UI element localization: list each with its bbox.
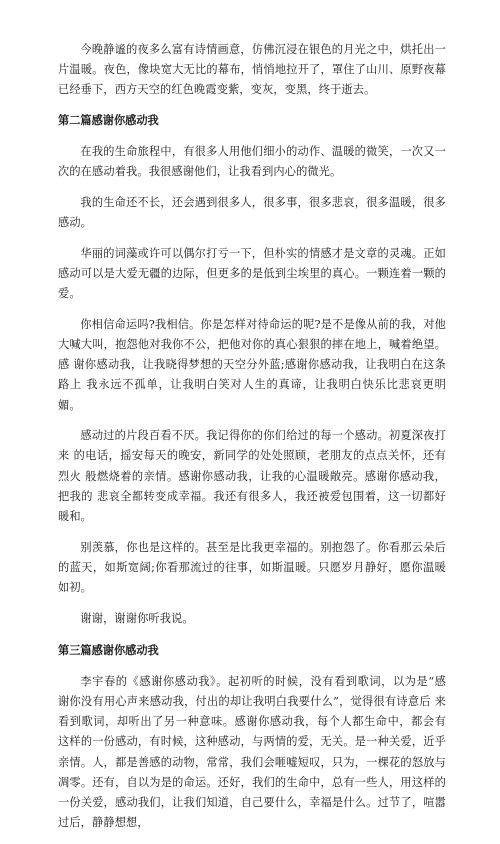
section-3-paragraph: 李宇春的《感谢你感动我》。起初听的时候，没有看到歌词，以为是“感 谢你没有用心声来感动我，付出的却让我明白我要什么”，觉得很有诗意后 来看到歌词，却听出了另一种意味。感谢你感动我，每个人都生命中，都会有 这样的一份感动，有时候，这种感动，与两情的爱，无关。是一种关爱，近乎 亲情。人，都是善感的动物，常常，我们会咂嘘短叹，只为，一棵花的怒放与 凋零。还有，自以为是的命运。还好，我们的生命中，总有一些人，用这样的 一份关爱，感动我们，让我们知道，自己要什么，幸福是什么。过节了，喧嚣过后，静静想想， (58, 674, 446, 830)
section-2-paragraph: 感动过的片段百看不厌。我记得你的你们给过的每一个感动。初夏深夜打来 的电话，摇安每天的晚安，新同学的处处照顾，老朋友的点点关怀，还有烈火 般燃烧着的亲情。感谢你感动我，让我的心温暖敞亮。感谢你感动我，把我的 悲哀全都转变成幸福。我还有很多人，我还被爱包围着，这一切都好暖和。 (58, 429, 446, 524)
section-2-paragraph: 我的生命还不长，还会遇到很多人，很多事，很多悲哀，很多温暖，很多 感动。 (58, 195, 446, 229)
section-2-paragraph: 别羡慕，你也是这样的。甚至是比我更幸福的。别抱怨了。你看那云朵后 的蓝天，如斯宽阔;你看那流过的往事，如斯温暖。只愿岁月静好，愿你温暖 如初。 (58, 540, 446, 595)
section-3-heading: 第三篇感谢你感动我 (58, 644, 159, 658)
section-2-paragraph: 在我的生命旅程中，有很多人用他们细小的动作、温暖的微笑，一次又一 次的在感动着我。我很感谢他们，让我看到内心的微光。 (58, 144, 446, 179)
section-2-paragraph: 你相信命运吗?我相信。你是怎样对待命运的呢?是不是像从前的我，对他 大喊大叫，抱怨他对我你不公，把他对你的真心狠狠的摔在地上，喊着绝望。感 谢你感动我，让我晓得梦想的天空分外蓝;感谢你感动我，让我明白在这条路上 我永远不孤单，让我明白笑对人生的真谛，让我明白快乐比悲哀更明媚。 (58, 317, 446, 412)
document-page (58, 40, 446, 844)
section-2-heading: 第二篇感谢你感动我 (58, 114, 159, 128)
section-2-paragraph: 华丽的词藻或许可以偶尔打亏一下，但朴实的情感才是文章的灵魂。正如 感动可以是大爱无疆的边际，但更多的是低到尘埃里的真心。一颗连着一颗的 爱。 (58, 246, 446, 301)
section-2-paragraph: 谢谢，谢谢你听我说。 (80, 611, 194, 625)
intro-paragraph: 今晚静谧的夜多么富有诗情画意，仿佛沉浸在银色的月光之中，烘托出一 片温暖。夜色，像块宽大无比的幕布，悄悄地拉开了，罩住了山川、原野夜幕 已经垂下，西方天空的红色晚霞变紫，变灰，变黑，终于逝去。 (58, 43, 446, 97)
